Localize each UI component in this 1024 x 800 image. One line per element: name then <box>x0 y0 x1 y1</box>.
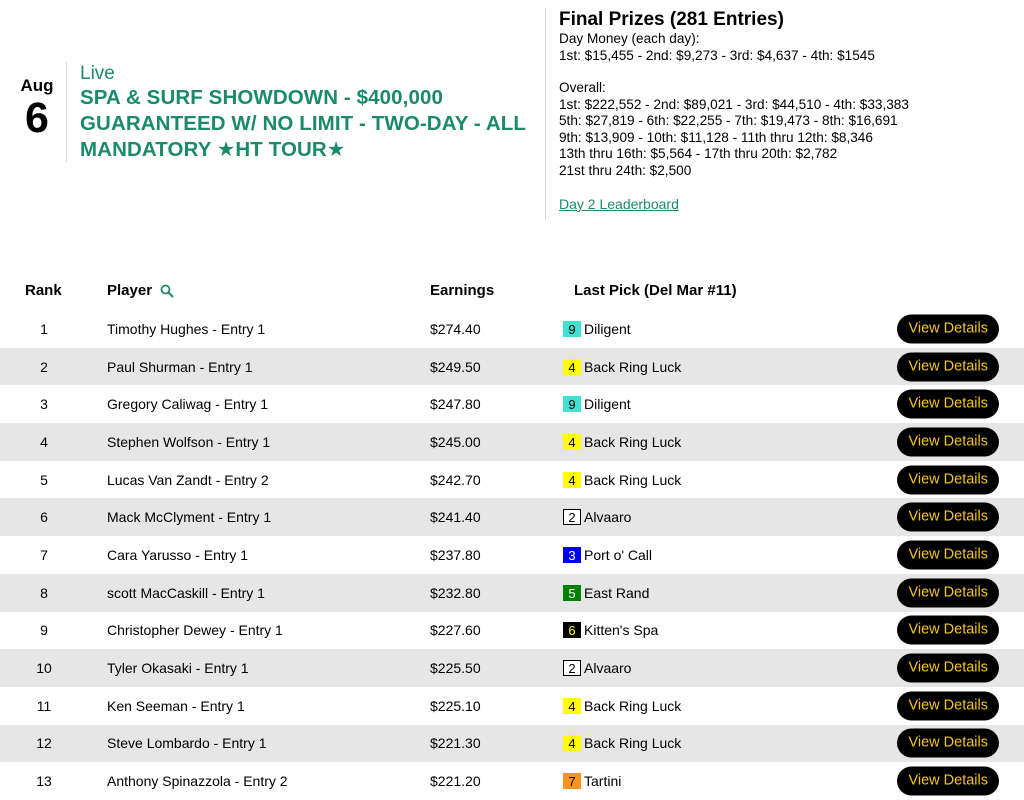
table-row <box>0 498 1024 536</box>
last-pick-cell <box>563 622 658 638</box>
view-details-cell <box>897 390 999 419</box>
last-pick-cell <box>563 547 652 563</box>
table-row <box>0 385 1024 423</box>
view-details-button[interactable]: View Details <box>897 465 999 494</box>
tournament-date <box>16 76 58 140</box>
day-money-prizes: 1st: $15,455 - 2nd: $9,273 - 3rd: $4,637 - 4th: $1545 <box>559 47 875 63</box>
player-header-label: Player <box>107 282 153 299</box>
player-name: Ken Seeman - Entry 1 <box>107 697 245 714</box>
view-details-button[interactable]: View Details <box>897 767 999 796</box>
view-details-cell <box>897 427 999 456</box>
player-name: Lucas Van Zandt - Entry 2 <box>107 471 269 488</box>
view-details-cell <box>897 352 999 381</box>
overall-prize-line: 21st thru 24th: $2,500 <box>559 162 692 178</box>
view-details-button[interactable]: View Details <box>897 390 999 419</box>
view-details-cell <box>897 767 999 796</box>
view-details-cell <box>897 691 999 720</box>
tournament-name: SPA & SURF SHOWDOWN - $400,000 GUARANTEED W/ NO LIMIT - TWO-DAY - ALL MANDATORY ★HT TOUR★ <box>80 86 526 161</box>
horse-name: Diligent <box>584 320 631 337</box>
post-position-badge: 4 <box>563 434 581 450</box>
earnings-cell: $247.80 <box>430 396 481 413</box>
earnings-cell: $221.20 <box>430 773 481 790</box>
rank-header: Rank <box>25 282 62 299</box>
overall-prize-line: 13th thru 16th: $5,564 - 17th thru 20th: $2,782 <box>559 146 838 161</box>
earnings-cell: $237.80 <box>430 546 481 563</box>
table-row <box>0 310 1024 348</box>
post-position-badge: 3 <box>563 547 581 563</box>
earnings-cell: $227.60 <box>430 622 481 639</box>
earnings-cell: $225.50 <box>430 660 481 677</box>
last-pick-cell <box>563 472 681 488</box>
table-row <box>0 348 1024 386</box>
view-details-button[interactable]: View Details <box>897 729 999 758</box>
last-pick-header: Last Pick (Del Mar #11) <box>574 282 737 299</box>
table-row <box>0 423 1024 461</box>
player-name: Steve Lombardo - Entry 1 <box>107 735 267 752</box>
view-details-button[interactable]: View Details <box>897 540 999 569</box>
last-pick-cell <box>563 773 621 789</box>
earnings-cell: $221.30 <box>430 735 481 752</box>
rank-cell: 7 <box>40 546 48 563</box>
horse-name: Back Ring Luck <box>584 697 682 714</box>
divider <box>545 8 546 220</box>
player-name: scott MacCaskill - Entry 1 <box>107 584 265 601</box>
view-details-button[interactable]: View Details <box>897 654 999 683</box>
rank-cell: 6 <box>40 509 48 526</box>
date-month: Aug <box>20 76 54 95</box>
horse-name: Back Ring Luck <box>584 433 682 450</box>
date-day: 6 <box>25 94 49 142</box>
table-row <box>0 536 1024 574</box>
table-row <box>0 762 1024 800</box>
rank-cell: 8 <box>40 584 48 601</box>
last-pick-cell <box>563 698 681 714</box>
view-details-cell <box>897 654 999 683</box>
prizes-panel <box>559 9 1019 214</box>
leaderboard-header <box>0 272 1024 310</box>
rank-cell: 10 <box>36 660 52 677</box>
table-row <box>0 687 1024 725</box>
view-details-button[interactable]: View Details <box>897 616 999 645</box>
overall-prize-line: 5th: $27,819 - 6th: $22,255 - 7th: $19,473 - 8th: $16,691 <box>559 113 898 128</box>
day-2-leaderboard-link[interactable]: Day 2 Leaderboard <box>559 196 679 212</box>
post-position-badge: 4 <box>563 735 581 751</box>
post-position-badge: 4 <box>563 472 581 488</box>
earnings-header: Earnings <box>430 282 495 299</box>
rank-cell: 9 <box>40 622 48 639</box>
view-details-cell <box>897 540 999 569</box>
horse-name: Diligent <box>584 396 631 413</box>
view-details-button[interactable]: View Details <box>897 314 999 343</box>
day-money-label: Day Money (each day): <box>559 31 700 46</box>
view-details-cell <box>897 465 999 494</box>
player-name: Christopher Dewey - Entry 1 <box>107 622 283 639</box>
post-position-badge: 7 <box>563 773 581 789</box>
tournament-status: Live <box>80 63 115 84</box>
player-name: Timothy Hughes - Entry 1 <box>107 320 266 337</box>
tournament-info <box>80 63 540 163</box>
post-position-badge: 4 <box>563 359 581 375</box>
table-row <box>0 725 1024 763</box>
view-details-cell <box>897 578 999 607</box>
rank-cell: 4 <box>40 433 48 450</box>
table-row <box>0 649 1024 687</box>
rank-cell: 1 <box>40 320 48 337</box>
rank-cell: 2 <box>40 358 48 375</box>
rank-cell: 5 <box>40 471 48 488</box>
earnings-cell: $242.70 <box>430 471 481 488</box>
divider <box>66 62 67 162</box>
post-position-badge: 2 <box>563 660 581 676</box>
post-position-badge: 5 <box>563 585 581 601</box>
rank-cell: 13 <box>36 773 52 790</box>
view-details-button[interactable]: View Details <box>897 691 999 720</box>
player-name: Anthony Spinazzola - Entry 2 <box>107 773 288 790</box>
post-position-badge: 2 <box>563 509 581 525</box>
earnings-cell: $232.80 <box>430 584 481 601</box>
horse-name: Back Ring Luck <box>584 358 682 375</box>
horse-name: Port o' Call <box>584 546 653 563</box>
view-details-cell <box>897 503 999 532</box>
leaderboard-table <box>0 310 1024 800</box>
earnings-cell: $241.40 <box>430 509 481 526</box>
post-position-badge: 4 <box>563 698 581 714</box>
table-row <box>0 574 1024 612</box>
earnings-cell: $225.10 <box>430 697 481 714</box>
rank-cell: 12 <box>36 735 52 752</box>
last-pick-cell <box>563 735 681 751</box>
view-details-button[interactable]: View Details <box>897 352 999 381</box>
last-pick-cell <box>563 434 681 450</box>
rank-cell: 11 <box>36 697 52 714</box>
post-position-badge: 6 <box>563 622 581 638</box>
horse-name: East Rand <box>584 584 650 601</box>
rank-cell: 3 <box>40 396 48 413</box>
overall-prize-line: 1st: $222,552 - 2nd: $89,021 - 3rd: $44,510 - 4th: $33,383 <box>559 96 909 112</box>
earnings-cell: $249.50 <box>430 358 481 375</box>
search-icon[interactable] <box>160 284 174 298</box>
tournament-header <box>0 0 1024 240</box>
overall-label: Overall: <box>559 80 606 95</box>
horse-name: Tartini <box>584 773 622 790</box>
horse-name: Back Ring Luck <box>584 735 682 752</box>
overall-prize-line: 9th: $13,909 - 10th: $11,128 - 11th thru 12th: $8,346 <box>559 129 873 145</box>
view-details-cell <box>897 616 999 645</box>
horse-name: Kitten's Spa <box>584 622 659 639</box>
last-pick-cell <box>563 396 631 412</box>
view-details-button[interactable]: View Details <box>897 578 999 607</box>
view-details-button[interactable]: View Details <box>897 427 999 456</box>
earnings-cell: $274.40 <box>430 320 481 337</box>
last-pick-cell <box>563 585 649 601</box>
player-name: Paul Shurman - Entry 1 <box>107 358 253 375</box>
last-pick-cell <box>563 509 631 525</box>
last-pick-cell <box>563 359 681 375</box>
player-name: Mack McClyment - Entry 1 <box>107 509 272 526</box>
player-name: Cara Yarusso - Entry 1 <box>107 546 249 563</box>
prizes-title: Final Prizes (281 Entries) <box>559 9 784 30</box>
post-position-badge: 9 <box>563 321 581 337</box>
last-pick-cell <box>563 321 631 337</box>
view-details-cell <box>897 314 999 343</box>
player-name: Stephen Wolfson - Entry 1 <box>107 433 271 450</box>
last-pick-cell <box>563 660 631 676</box>
table-row <box>0 461 1024 499</box>
view-details-cell <box>897 729 999 758</box>
view-details-button[interactable]: View Details <box>897 503 999 532</box>
player-name: Tyler Okasaki - Entry 1 <box>107 660 249 677</box>
spacer <box>559 64 1019 80</box>
player-header <box>107 282 174 299</box>
horse-name: Alvaaro <box>584 660 632 677</box>
horse-name: Back Ring Luck <box>584 471 682 488</box>
post-position-badge: 9 <box>563 396 581 412</box>
earnings-cell: $245.00 <box>430 433 481 450</box>
table-row <box>0 612 1024 650</box>
horse-name: Alvaaro <box>584 509 632 526</box>
player-name: Gregory Caliwag - Entry 1 <box>107 396 269 413</box>
